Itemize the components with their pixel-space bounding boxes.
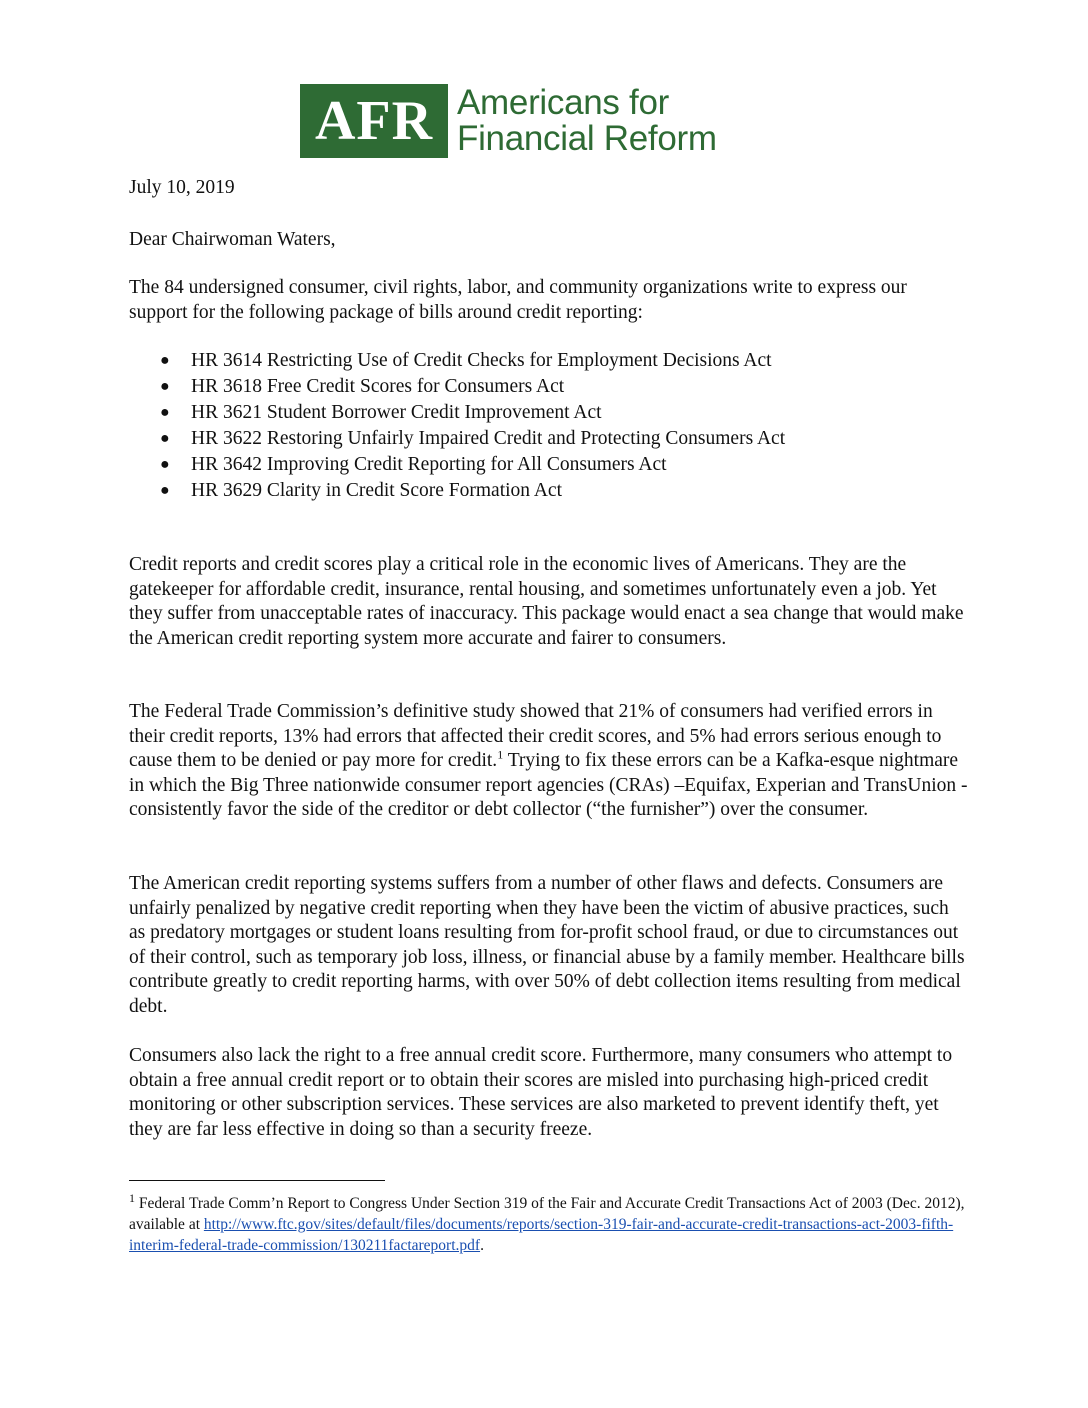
footnote-text: Federal Trade Comm’n Report to Congress Under Section 319 of the Fair and Accurate Credit Transactions Act of 2003 (Dec. 2012), available at — [129, 1195, 965, 1233]
bill-label: HR 3614 Restricting Use of Credit Checks for Employment Decisions Act — [191, 350, 772, 371]
bill-item — [129, 452, 785, 478]
bill-label: HR 3629 Clarity in Credit Score Formation Act — [191, 480, 563, 501]
footnote-link[interactable]: http://www.ftc.gov/sites/default/files/documents/reports/section-319-fair-and-accurate-credit-transactions-act-2003-fifth-interim-federal-trade-commission/130211factareport.pdf — [129, 1216, 954, 1254]
footnote-divider — [129, 1180, 385, 1181]
body-paragraph-credit-reports: Credit reports and credit scores play a critical role in the economic lives of Americans. They are the gatekeeper for affordable credit, insurance, rental housing, and sometimes unfortunately even a job. Yet they suffer from unacceptable rates of inaccuracy. This package would enact a sea change that would make the American credit reporting system more accurate and fairer to consumers. — [129, 554, 964, 649]
bill-item — [129, 426, 785, 452]
logo-abbreviation: AFR — [300, 84, 448, 158]
bullet-icon: ● — [160, 378, 170, 395]
footnote-reference[interactable]: 1 — [497, 747, 504, 762]
letter-salutation: Dear Chairwoman Waters, — [129, 229, 336, 250]
body-paragraph-ftc-study — [129, 700, 969, 823]
ftc-study-text: The Federal Trade Commission’s definitive study showed that 21% of consumers had verified errors in their credit reports, 13% had errors that affected their credit scores, and 5% had errors serious enough to cause them to be denied or pay more for credit. — [129, 701, 942, 772]
bill-label: HR 3618 Free Credit Scores for Consumers Act — [191, 376, 565, 397]
bill-list — [129, 348, 785, 504]
bill-item — [129, 478, 785, 504]
afr-logo — [300, 84, 717, 158]
footnote-end: . — [480, 1237, 484, 1254]
ftc-study-text-continued: Trying to fix these errors can be a Kafka-esque nightmare in which the Big Three nationwide consumer report agencies (CRAs) –Equifax, Experian and TransUnion - consistently favor the side of the creditor or debt collector (“the furnisher”) over the consumer. — [129, 750, 968, 821]
bullet-icon: ● — [160, 482, 170, 499]
body-paragraph-flaws: The American credit reporting systems suffers from a number of other flaws and defects. Consumers are unfairly penalized by negative credit reporting when they have been the victim of abusive practices, such as predatory mortgages or student loans resulting from for-profit school fraud, or due to circumstances out of their control, such as temporary job loss, illness, or financial abuse by a family member. Healthcare bills contribute greatly to credit reporting harms, with over 50% of debt collection items resulting from medical debt. — [129, 873, 965, 1017]
bullet-icon: ● — [160, 456, 170, 473]
bill-label: HR 3622 Restoring Unfairly Impaired Credit and Protecting Consumers Act — [191, 428, 786, 449]
intro-paragraph: The 84 undersigned consumer, civil rights, labor, and community organizations write to express our support for the following package of bills around credit reporting: — [129, 277, 907, 323]
letter-date: July 10, 2019 — [129, 177, 235, 198]
bill-label: HR 3621 Student Borrower Credit Improvement Act — [191, 402, 602, 423]
footnote — [129, 1190, 969, 1256]
bullet-icon: ● — [160, 352, 170, 369]
footnote-marker: 1 — [129, 1190, 135, 1205]
bill-item — [129, 374, 785, 400]
bill-item — [129, 348, 785, 374]
bill-label: HR 3642 Improving Credit Reporting for All Consumers Act — [191, 454, 667, 475]
logo-wordmark — [457, 85, 717, 157]
logo-line-1: Americans for — [457, 83, 669, 122]
bullet-icon: ● — [160, 430, 170, 447]
bullet-icon: ● — [160, 404, 170, 421]
body-paragraph-free-score: Consumers also lack the right to a free annual credit score. Furthermore, many consumers who attempt to obtain a free annual credit report or to obtain their scores are misled into purchasing high-priced credit monitoring or other subscription services. These services are also marketed to prevent identify theft, yet they are far less effective in doing so than a security freeze. — [129, 1045, 953, 1140]
logo-line-2: Financial Reform — [457, 119, 717, 158]
bill-item — [129, 400, 785, 426]
